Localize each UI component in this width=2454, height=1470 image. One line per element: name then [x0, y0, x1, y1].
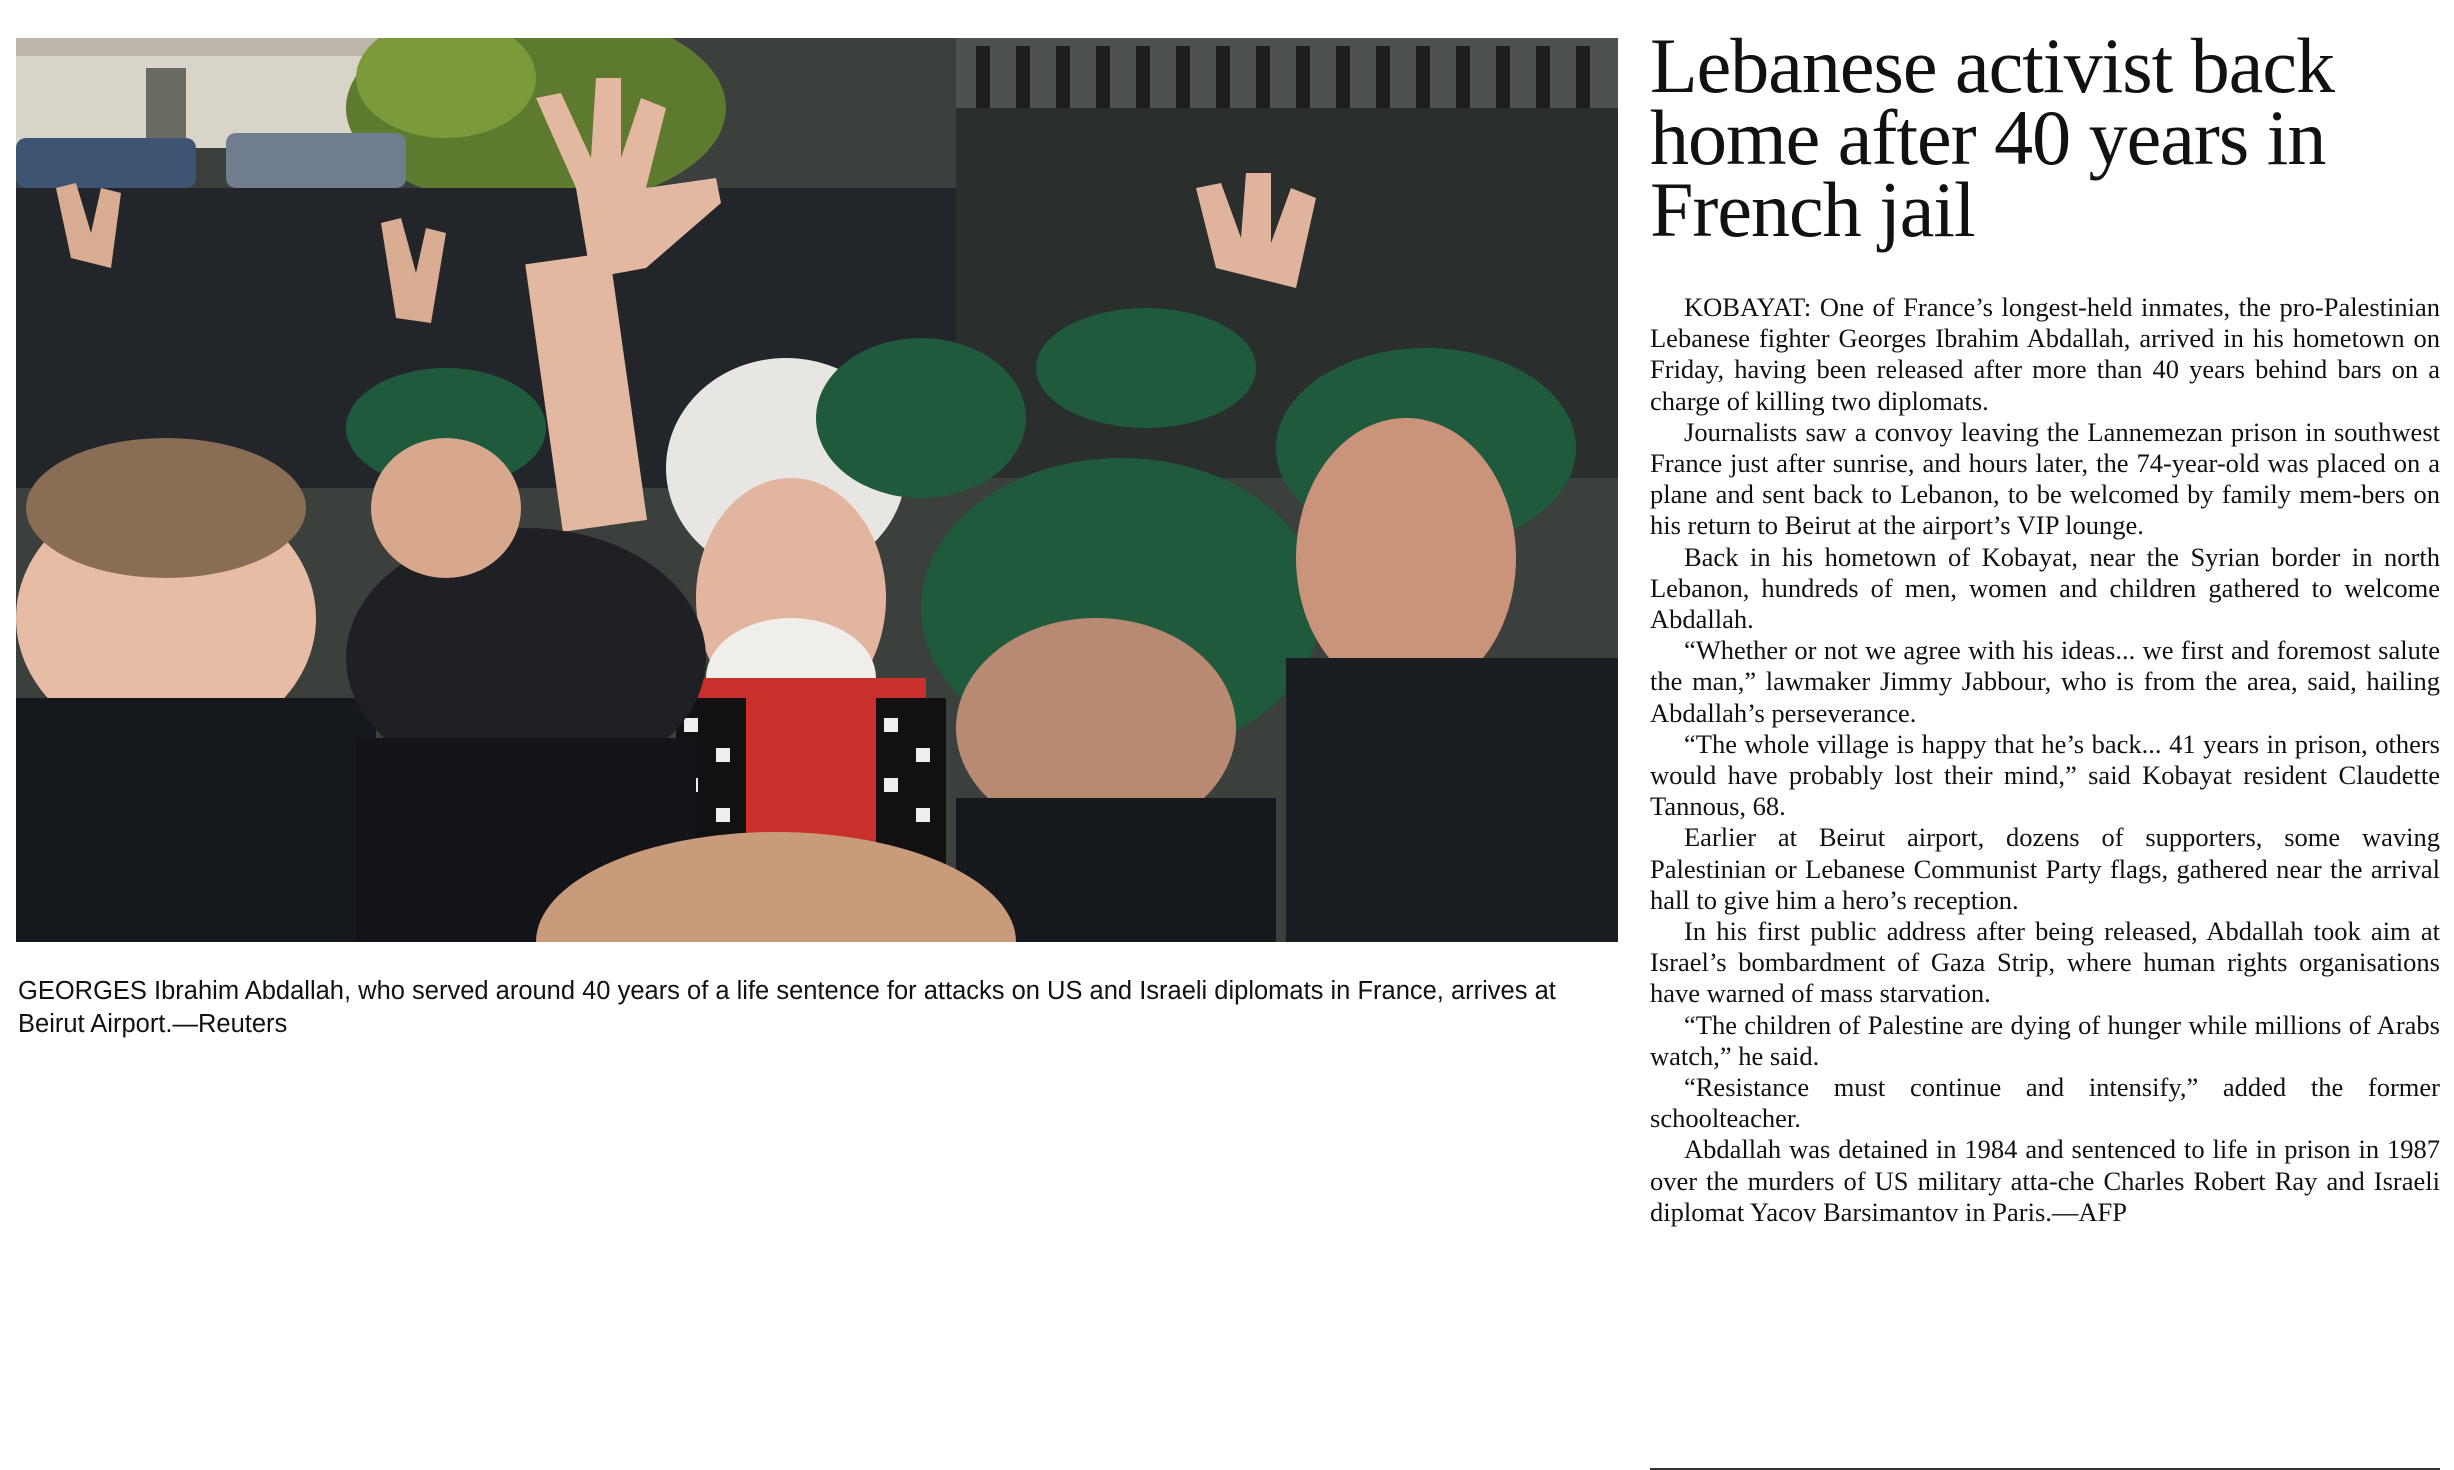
article-paragraph: “Whether or not we agree with his ideas... we first and foremost salute the man,” lawmaker Jimmy Jabbour, who is from the area, said, hailing Abdallah’s perseverance. — [1650, 635, 2440, 728]
officer-uniform — [16, 698, 376, 942]
article-paragraph: Back in his hometown of Kobayat, near the Syrian border in north Lebanon, hundreds of men, women and children gathered to welcome Abdallah. — [1650, 541, 2440, 635]
photo-caption: GEORGES Ibrahim Abdallah, who served around 40 years of a life sentence for attacks on US and Israeli diplomats in France, arrives at Beirut Airport.—Reuters — [18, 977, 1556, 1038]
parked-car — [16, 138, 196, 188]
article-paragraph: “The children of Palestine are dying of hunger while millions of Arabs watch,” he said. — [1650, 1009, 2440, 1071]
article-body — [1650, 292, 2440, 1228]
photo-illustration — [16, 38, 1618, 942]
article-paragraph: “Resistance must continue and intensify,” added the former schoolteacher. — [1650, 1072, 2440, 1134]
article-paragraph: KOBAYAT: One of France’s longest-held inmates, the pro-Palestinian Lebanese fighter Georges Ibrahim Abdallah, arrived in his hometown on Friday, having been released after more than 40 years behind bars on a charge of killing two diplomats. — [1650, 292, 2440, 416]
news-photo — [16, 38, 1618, 942]
article-paragraph: In his first public address after being released, Abdallah took aim at Israel’s bombardment of Gaza Strip, where human rights organisations have warned of mass starvation. — [1650, 916, 2440, 1009]
article-paragraph: Abdallah was detained in 1984 and sentenced to life in prison in 1987 over the murders of US military atta-che Charles Robert Ray and Israeli diplomat Yacov Barsimantov in Paris.—AFP — [1650, 1134, 2440, 1227]
article-paragraph: “The whole village is happy that he’s back... 41 years in prison, others would have probably lost their mind,” said Kobayat resident Claudette Tannous, 68. — [1650, 728, 2440, 822]
article-paragraph: Journalists saw a convoy leaving the Lannemezan prison in southwest France just after sunrise, and hours later, the 74-year-old was placed on a plane and sent back to Lebanon, to be welcomed by family mem-bers on his return to Beirut at the airport’s VIP lounge. — [1650, 416, 2440, 541]
headline: Lebanese activist back home after 40 years in French jail — [1650, 22, 2334, 253]
article-paragraph: Earlier at Beirut airport, dozens of supporters, some waving Palestinian or Lebanese Communist Party flags, gathered near the arrival hall to give him a hero’s reception. — [1650, 822, 2440, 915]
